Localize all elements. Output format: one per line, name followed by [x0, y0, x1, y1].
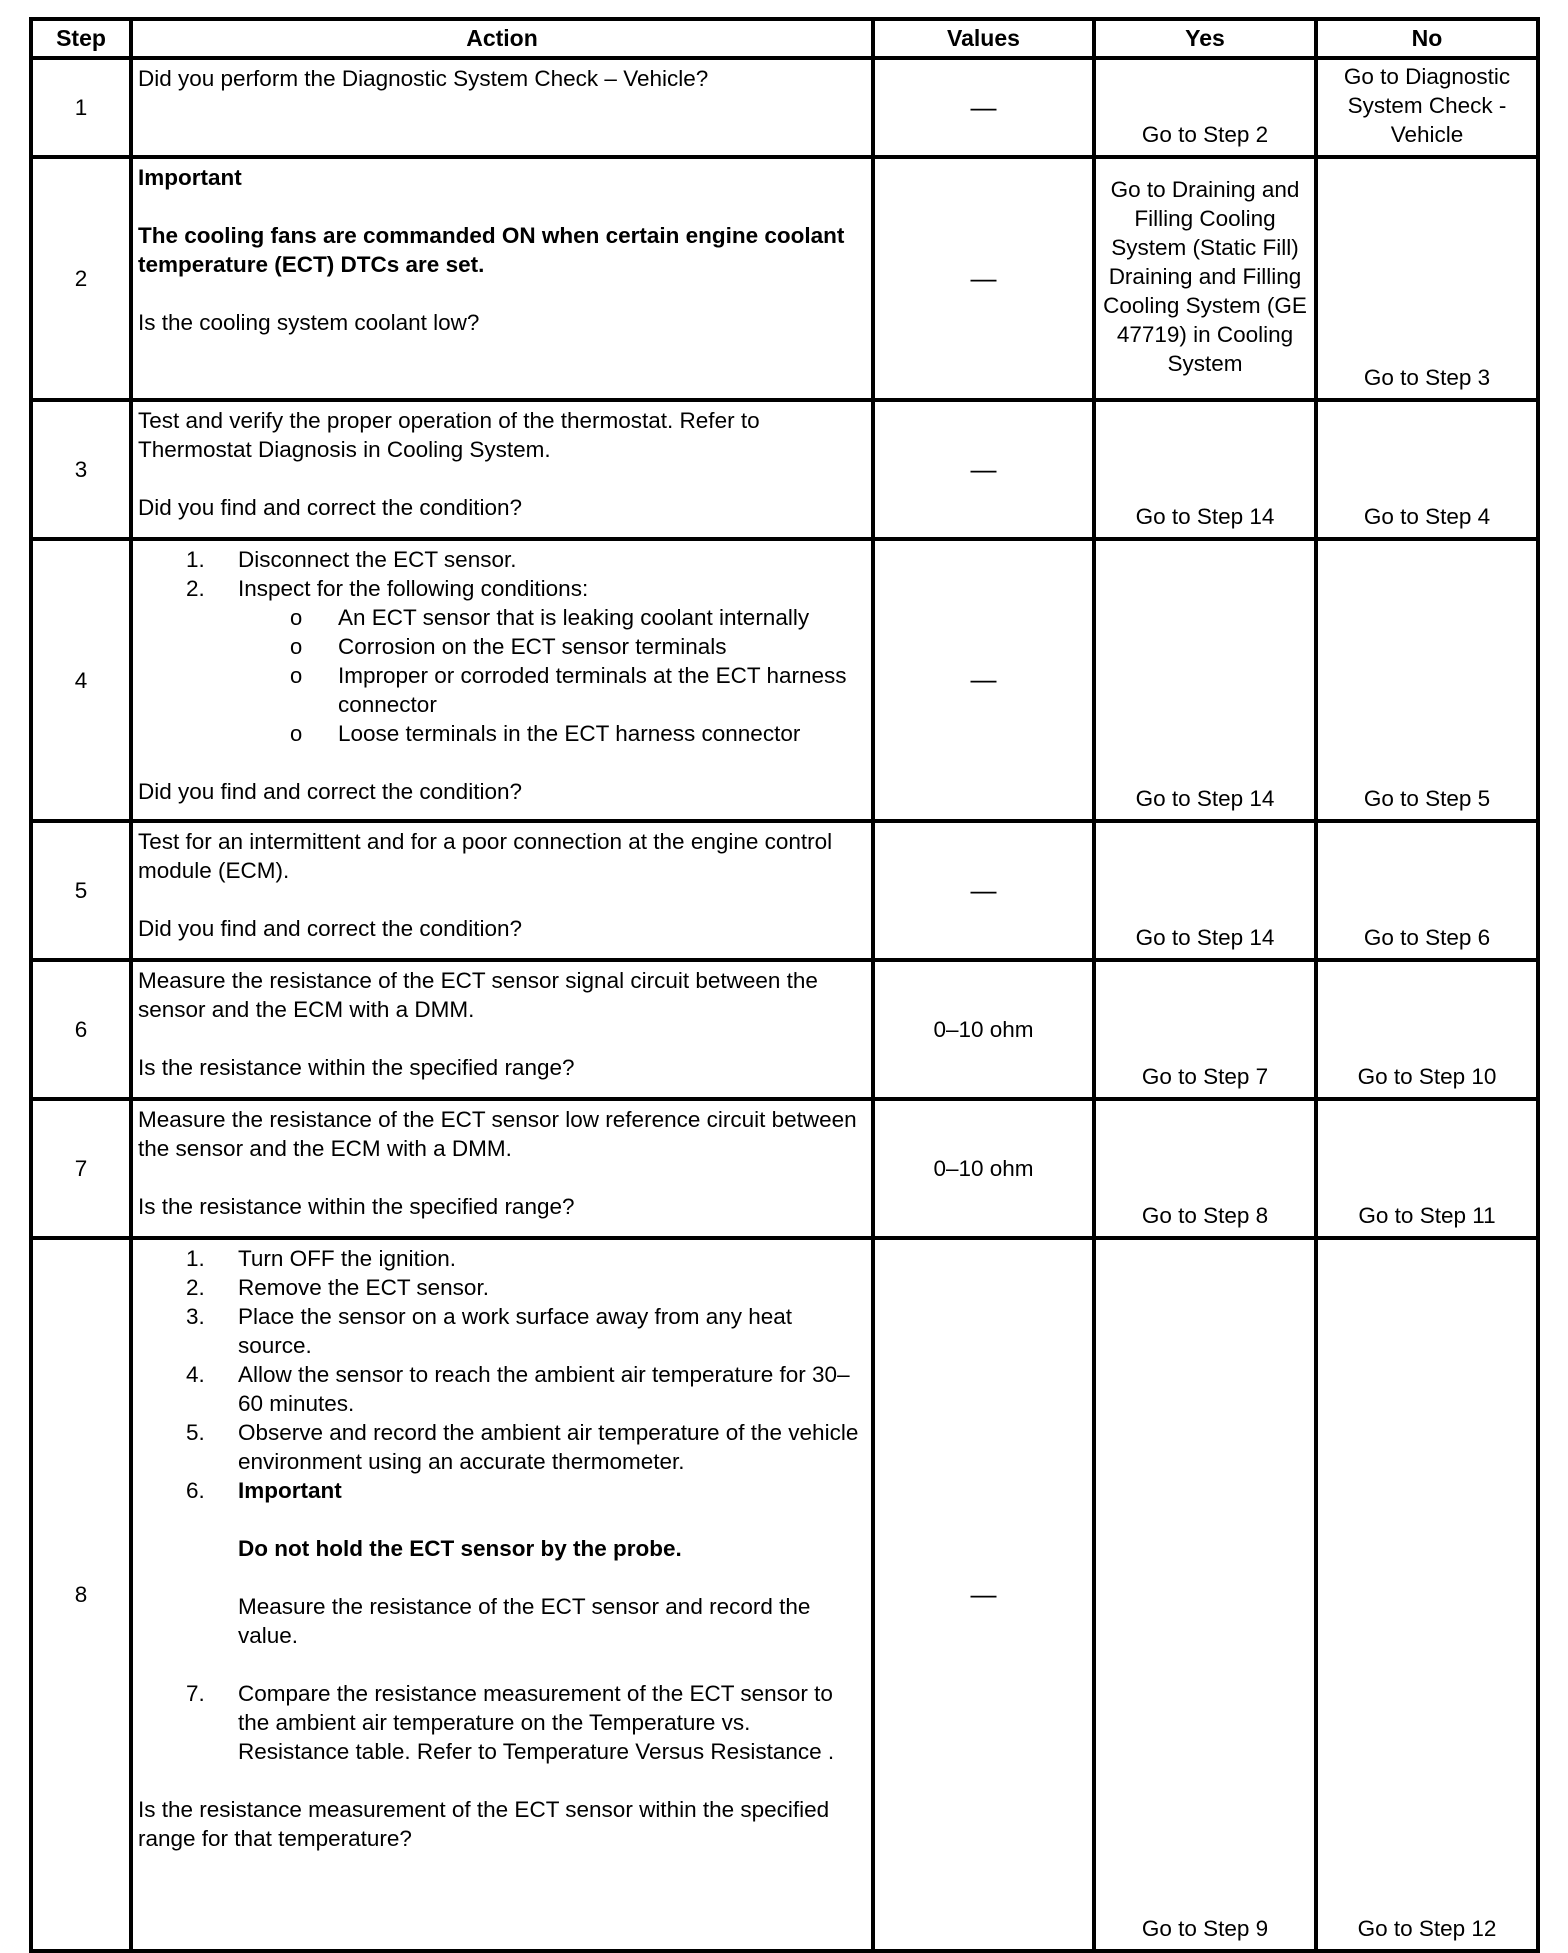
item-text: Loose terminals in the ECT harness connector: [338, 721, 801, 746]
list-item: [138, 1360, 867, 1418]
item-number: 3.: [186, 1304, 205, 1329]
important-label: Important: [238, 1478, 342, 1503]
action-cell: [131, 400, 873, 539]
header-action: Action: [131, 19, 873, 58]
step-number: 4: [31, 539, 131, 821]
item-text: Turn OFF the ignition.: [238, 1246, 457, 1271]
item-text: Disconnect the ECT sensor.: [238, 547, 517, 572]
no-cell: Go to Step 4: [1316, 400, 1538, 539]
step-number: 8: [31, 1238, 131, 1951]
action-text: Measure the resistance of the ECT sensor low reference circuit between the sensor and the ECM with a DMM.: [138, 1107, 857, 1161]
list-item: [138, 545, 867, 574]
item-text: Improper or corroded terminals at the ECT harness connector: [338, 663, 847, 717]
action-cell: [131, 1238, 873, 1951]
value-text: —: [970, 874, 997, 905]
item-text: Place the sensor on a work surface away from any heat source.: [238, 1304, 793, 1358]
action-text: Measure the resistance of the ECT sensor signal circuit between the sensor and the ECM with a DMM.: [138, 968, 818, 1022]
list-item: [138, 632, 867, 661]
important-text: Do not hold the ECT sensor by the probe.: [238, 1536, 682, 1561]
item-number: 2.: [186, 1275, 205, 1300]
step-number: 2: [31, 157, 131, 400]
important-text: The cooling fans are commanded ON when certain engine coolant temperature (ECT) DTCs are set.: [138, 223, 845, 277]
value-text: —: [970, 664, 997, 694]
yes-cell: Go to Step 8: [1094, 1099, 1316, 1238]
item-text: Inspect for the following conditions:: [238, 576, 589, 601]
header-values: Values: [873, 19, 1094, 58]
action-question: Is the cooling system coolant low?: [138, 310, 480, 335]
action-question: Is the resistance measurement of the ECT sensor within the specified range for that temperature?: [138, 1797, 830, 1851]
step-number: 3: [31, 400, 131, 539]
yes-cell: Go to Draining and Filling Cooling System (Static Fill) Draining and Filling Cooling System (GE 47719) in Cooling System: [1094, 157, 1316, 400]
yes-cell: Go to Step 14: [1094, 539, 1316, 821]
list-item: [138, 1418, 867, 1476]
table-row: [31, 58, 1538, 157]
table-row: [31, 821, 1538, 960]
item-number: 1.: [186, 547, 205, 572]
no-cell: Go to Step 3: [1316, 157, 1538, 400]
value-cell: [873, 157, 1094, 400]
bullet-icon: o: [290, 663, 303, 688]
bullet-icon: o: [290, 634, 303, 659]
value-text: —: [970, 91, 997, 122]
item-text: Corrosion on the ECT sensor terminals: [338, 634, 727, 659]
item-text: Allow the sensor to reach the ambient air temperature for 30–60 minutes.: [238, 1362, 850, 1416]
list-item: [138, 1244, 867, 1273]
yes-cell: Go to Step 14: [1094, 400, 1316, 539]
procedure-list: [138, 545, 867, 603]
header-step: Step: [31, 19, 131, 58]
diagnostic-table: [29, 17, 1540, 1953]
list-item: [138, 1679, 867, 1766]
list-item: [138, 719, 867, 748]
no-cell: Go to Step 10: [1316, 960, 1538, 1099]
condition-list: [138, 603, 867, 748]
action-cell: [131, 539, 873, 821]
item-number: 1.: [186, 1246, 205, 1271]
item-number: 4.: [186, 1362, 205, 1387]
action-question: Did you find and correct the condition?: [138, 916, 522, 941]
action-cell: [131, 157, 873, 400]
item-number: 2.: [186, 576, 205, 601]
action-cell: [131, 821, 873, 960]
no-cell: Go to Step 6: [1316, 821, 1538, 960]
action-cell: [131, 1099, 873, 1238]
step-number: 6: [31, 960, 131, 1099]
action-question: Is the resistance within the specified range?: [138, 1194, 575, 1219]
value-cell: [873, 1238, 1094, 1951]
header-no: No: [1316, 19, 1538, 58]
step-number: 1: [31, 58, 131, 157]
item-text: Observe and record the ambient air temperature of the vehicle environment using an accurate thermometer.: [238, 1420, 859, 1474]
step-number: 7: [31, 1099, 131, 1238]
bullet-icon: o: [290, 721, 303, 746]
value-cell: [873, 400, 1094, 539]
no-cell: Go to Step 5: [1316, 539, 1538, 821]
action-question: Is the resistance within the specified range?: [138, 1055, 575, 1080]
value-cell: [873, 539, 1094, 821]
value-cell: [873, 58, 1094, 157]
value-text: —: [970, 1578, 997, 1609]
yes-cell: Go to Step 2: [1094, 58, 1316, 157]
item-text: Remove the ECT sensor.: [238, 1275, 489, 1300]
item-text: Measure the resistance of the ECT sensor and record the value.: [238, 1594, 811, 1648]
action-text: Test for an intermittent and for a poor connection at the engine control module (ECM).: [138, 829, 833, 883]
action-text: Test and verify the proper operation of the thermostat. Refer to Thermostat Diagnosis in Cooling System.: [138, 408, 760, 462]
action-cell: [131, 960, 873, 1099]
no-cell: Go to Step 12: [1316, 1238, 1538, 1951]
value-text: —: [970, 453, 997, 484]
table-row: [31, 539, 1538, 821]
table-row: [31, 960, 1538, 1099]
item-text: An ECT sensor that is leaking coolant internally: [338, 605, 810, 630]
header-yes: Yes: [1094, 19, 1316, 58]
item-number: 5.: [186, 1420, 205, 1445]
table-row: [31, 400, 1538, 539]
table-row: [31, 157, 1538, 400]
list-item: [138, 1273, 867, 1302]
important-label: Important: [138, 165, 242, 190]
action-question: Did you find and correct the condition?: [138, 495, 522, 520]
value-cell: [873, 821, 1094, 960]
item-number: 7.: [186, 1681, 205, 1706]
list-item: [138, 603, 867, 632]
no-cell: Go to Diagnostic System Check - Vehicle: [1316, 58, 1538, 157]
yes-cell: Go to Step 9: [1094, 1238, 1316, 1951]
yes-cell: Go to Step 14: [1094, 821, 1316, 960]
list-item: [138, 661, 867, 719]
action-question: Did you find and correct the condition?: [138, 779, 522, 804]
value-cell: 0–10 ohm: [873, 960, 1094, 1099]
list-item: [138, 1302, 867, 1360]
value-text: —: [970, 262, 997, 293]
header-row: [31, 19, 1538, 58]
step-number: 5: [31, 821, 131, 960]
list-item: [138, 574, 867, 603]
no-cell: Go to Step 11: [1316, 1099, 1538, 1238]
procedure-list: [138, 1244, 867, 1766]
yes-cell: Go to Step 7: [1094, 960, 1316, 1099]
table-row: [31, 1238, 1538, 1951]
value-cell: 0–10 ohm: [873, 1099, 1094, 1238]
table-row: [31, 1099, 1538, 1238]
action-text: Did you perform the Diagnostic System Check – Vehicle?: [138, 66, 709, 91]
list-item: [138, 1476, 867, 1679]
bullet-icon: o: [290, 605, 303, 630]
item-number: 6.: [186, 1478, 205, 1503]
item-text: Compare the resistance measurement of the ECT sensor to the ambient air temperature on the Temperature vs. Resistance table. Refer to Temperature Versus Resistance .: [238, 1681, 835, 1764]
action-cell: [131, 58, 873, 157]
